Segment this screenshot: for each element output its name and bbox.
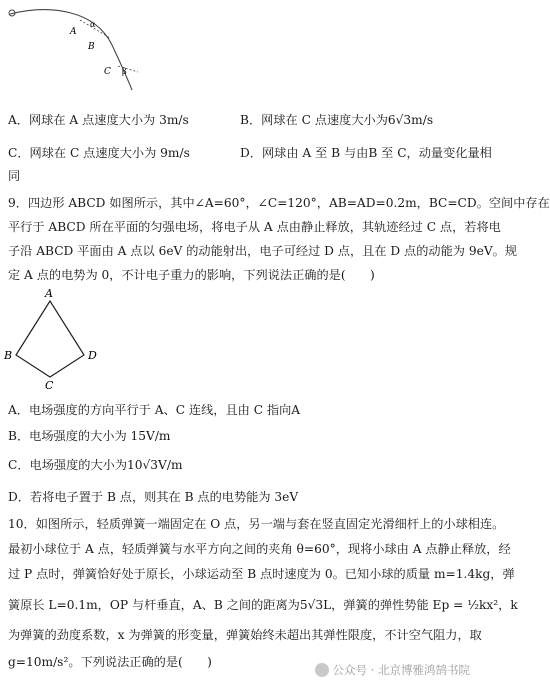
- quad-label-B: B: [4, 349, 13, 362]
- quad-label-A: A: [45, 287, 53, 300]
- q9-option-b: B．电场强度的大小为 15V/m: [8, 429, 171, 443]
- fig-label-A: A: [70, 27, 77, 37]
- q9-stem-line-4: 定 A 点的电势为 0，不计电子重力的影响，下列说法正确的是( ): [8, 268, 375, 282]
- watermark-text: 公众号 · 北京博雅鸿鹄书院: [332, 663, 470, 677]
- fig-label-alpha: α: [90, 20, 96, 29]
- fig-label-beta: β: [122, 67, 127, 76]
- q9-stem-line-3: 子沿 ABCD 平面由 A 点以 6eV 的动能射出，电子可经过 D 点，且在 D 点的动能为 9eV。规: [8, 244, 518, 258]
- quadrilateral-abcd: [16, 301, 84, 377]
- q9-option-a: A．电场强度的方向平行于 A、C 连线，且由 C 指向A: [8, 403, 301, 417]
- quadrilateral-figure: [0, 285, 110, 390]
- q10-stem-line-1: 10．如图所示，轻质弹簧一端固定在 O 点，另一端与套在竖直固定光滑细杆上的小球相连。: [8, 517, 505, 531]
- q10-stem-line-6: g=10m/s²。下列说法正确的是( ): [8, 655, 212, 669]
- q10-stem-line-3: 过 P 点时，弹簧恰好处于原长，小球运动至 B 点时速度为 0。已知小球的质量 m=1.4kg，弹: [8, 567, 515, 581]
- q8-option-c: C．网球在 C 点速度大小为 9m/s: [8, 146, 190, 160]
- tennis-trajectory-figure: [0, 0, 160, 100]
- q9-stem-line-1: 9．四边形 ABCD 如图所示，其中∠A=60°，∠C=120°，AB=AD=0.2m，BC=CD。空间中存在: [8, 196, 550, 210]
- tangent-C: [118, 66, 138, 72]
- q9-stem-line-2: 平行于 ABCD 所在平面的匀强电场，将电子从 A 点由静止释放，其轨迹经过 C 点，若将电: [8, 220, 501, 234]
- q8-option-d-line1: D．网球由 A 至 B 与由B 至 C，动量变化量相: [240, 146, 492, 160]
- q8-option-a: A．网球在 A 点速度大小为 3m/s: [8, 113, 189, 127]
- quad-label-D: D: [88, 349, 97, 362]
- q10-stem-line-5: 为弹簧的劲度系数，x 为弹簧的形变量，弹簧始终未超出其弹性限度，不计空气阻力，取: [8, 628, 482, 642]
- q10-stem-line-4: 簧原长 L=0.1m，OP 与杆垂直，A、B 之间的距离为5√3L，弹簧的弹性势能 Ep = ½kx²，k: [8, 598, 518, 612]
- quad-label-C: C: [45, 379, 54, 392]
- fig-label-B: B: [88, 42, 95, 52]
- q10-stem-line-2: 最初小球位于 A 点，轻质弹簧与水平方向之间的夹角 θ=60°，现将小球由 A 点静止释放，经: [8, 542, 511, 556]
- q9-option-c: C．电场强度的大小为10√3V/m: [8, 458, 183, 472]
- watermark: [315, 662, 470, 678]
- trajectory-curve: [10, 10, 132, 90]
- q8-option-d-line2: 同: [8, 169, 21, 183]
- q9-option-d: D．若将电子置于 B 点，则其在 B 点的电势能为 3eV: [8, 490, 299, 504]
- fig-label-C: C: [104, 67, 111, 77]
- wechat-icon: [315, 663, 329, 677]
- q8-option-b: B．网球在 C 点速度大小为6√3m/s: [240, 113, 434, 127]
